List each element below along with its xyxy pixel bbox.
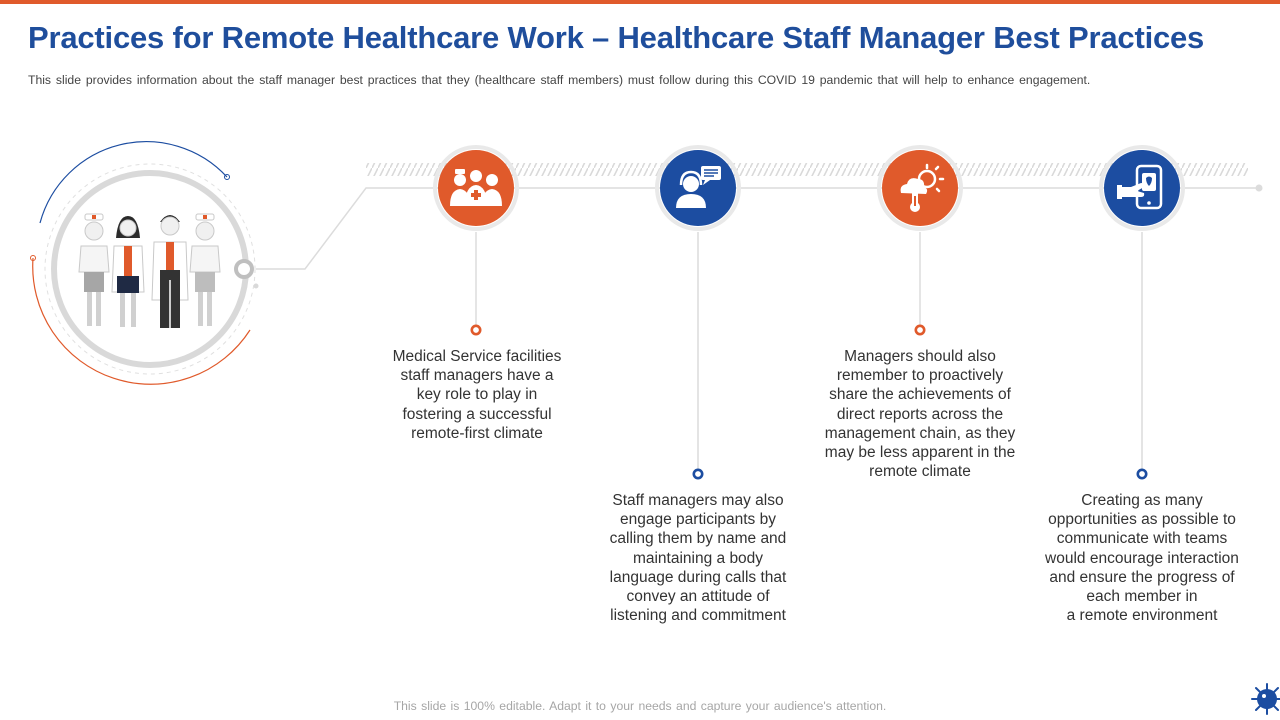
virus-logo-icon: [1250, 682, 1280, 716]
nurse-figure: [79, 214, 109, 326]
step-1-disc: [438, 150, 514, 226]
page-title: Practices for Remote Healthcare Work – Healthcare Staff Manager Best Practices: [28, 20, 1205, 55]
nurse-figure: [190, 214, 220, 326]
step-3-text: Managers should also remember to proactively share the achievements of direct reports across the management chain, as they may be less apparent in the remote climate: [824, 348, 1016, 481]
step-4-marker: [1138, 470, 1146, 478]
weather-thermometer-icon: [895, 163, 945, 213]
step-1-marker: [472, 326, 480, 334]
step-3-disc: [882, 150, 958, 226]
doctor-figure: [152, 215, 188, 328]
step-2-text: Staff managers may also engage participants by calling them by name and maintaining a body language during calls that convey an attitude of listening and commitment: [609, 492, 787, 625]
step-4-disc: [1104, 150, 1180, 226]
step-3-icon-badge: [877, 145, 963, 231]
timeline-end-dot: [1256, 185, 1263, 192]
medical-staff-icon: [450, 166, 502, 210]
ring-knob: [236, 261, 252, 277]
headset-support-icon: [673, 166, 723, 210]
step-2-disc: [660, 150, 736, 226]
footer-note: This slide is 100% editable. Adapt it to your needs and capture your audience's attention.: [393, 699, 887, 713]
healthcare-team-illustration: [31, 142, 259, 385]
page-subtitle: This slide provides information about the staff manager best practices that they (healthcare staff members) must follow during this COVID 19 pandemic that will help to enhance engagement.: [28, 73, 1091, 87]
blue-arc: [40, 142, 227, 223]
step-1-text: Medical Service facilities staff managers have a key role to play in fostering a successful remote-first climate: [392, 348, 562, 442]
doctor-figure: [112, 216, 144, 327]
step-1-icon-badge: [433, 145, 519, 231]
step-3-marker: [916, 326, 924, 334]
step-2-icon-badge: [655, 145, 741, 231]
step-4-icon-badge: [1099, 145, 1185, 231]
step-4-text: Creating as many opportunities as possible to communicate with teams would encourage interaction and ensure the progress of each member in a remote environment: [1045, 492, 1239, 625]
mobile-communication-icon: [1117, 163, 1167, 213]
step-2-marker: [694, 470, 702, 478]
